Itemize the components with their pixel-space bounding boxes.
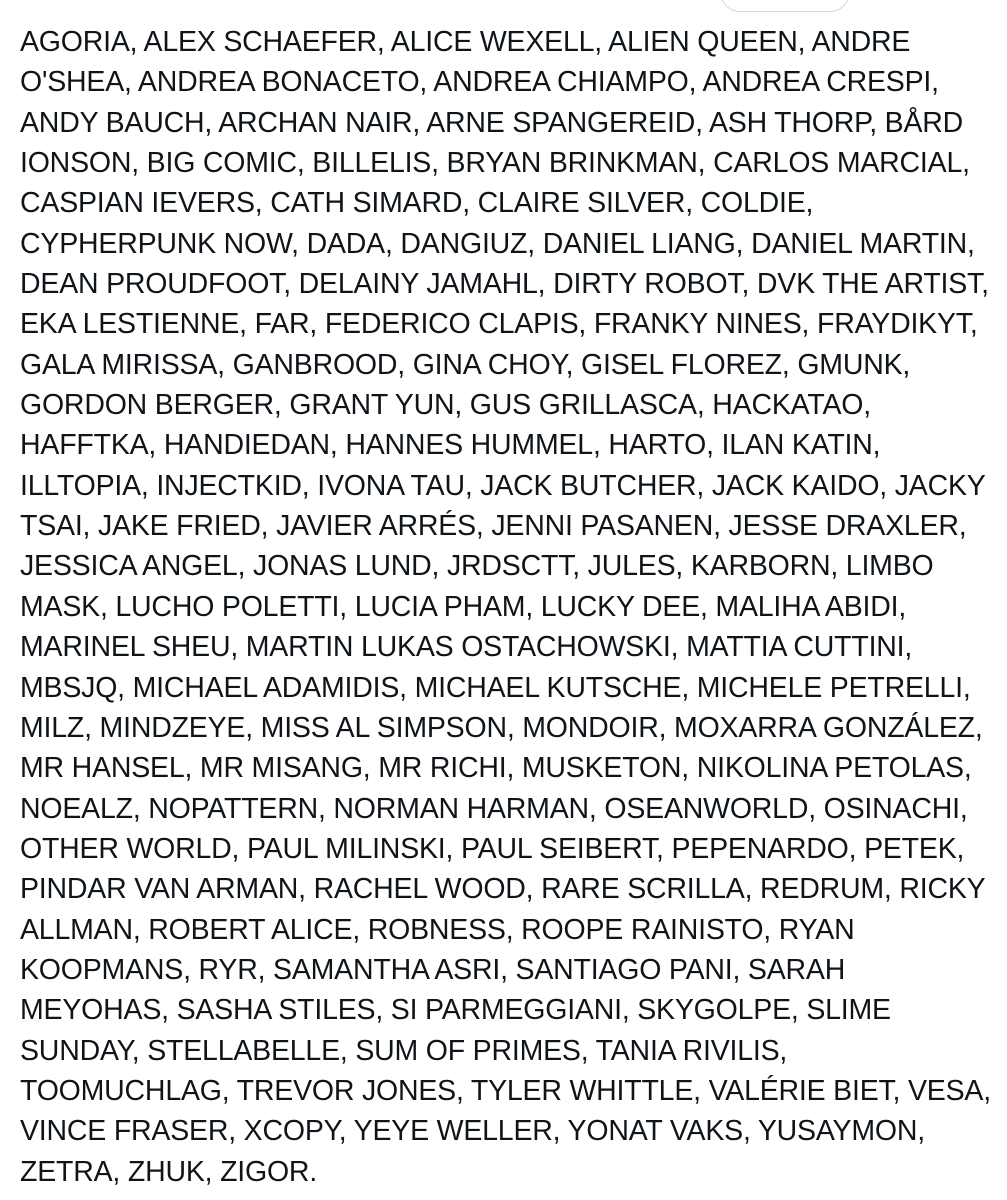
text-line: TSAI, JAKE FRIED, JAVIER ARRÉS, JENNI PASANEN, JESSE DRAXLER, xyxy=(20,510,967,543)
text-line: PINDAR VAN ARMAN, RACHEL WOOD, RARE SCRILLA, REDRUM, RICKY xyxy=(20,873,986,906)
text-line: MASK, LUCHO POLETTI, LUCIA PHAM, LUCKY DEE, MALIHA ABIDI, xyxy=(20,590,907,623)
text-line: MR HANSEL, MR MISANG, MR RICHI, MUSKETON, NIKOLINA PETOLAS, xyxy=(20,752,972,785)
text-line: ILLTOPIA, INJECTKID, IVONA TAU, JACK BUTCHER, JACK KAIDO, JACKY xyxy=(20,469,986,502)
text-line: CYPHERPUNK NOW, DADA, DANGIUZ, DANIEL LIANG, DANIEL MARTIN, xyxy=(20,227,975,260)
text-line: OTHER WORLD, PAUL MILINSKI, PAUL SEIBERT, PEPENARDO, PETEK, xyxy=(20,832,965,865)
artist-list-text xyxy=(20,22,990,1192)
text-line: EKA LESTIENNE, FAR, FEDERICO CLAPIS, FRANKY NINES, FRAYDIKYT, xyxy=(20,308,978,341)
text-line: MBSJQ, MICHAEL ADAMIDIS, MICHAEL KUTSCHE, MICHELE PETRELLI, xyxy=(20,671,971,704)
text-line: AGORIA, ALEX SCHAEFER, ALICE WEXELL, ALIEN QUEEN, ANDRE xyxy=(20,26,911,58)
text-line: ZETRA, ZHUK, ZIGOR. xyxy=(20,1155,318,1188)
text-line: GORDON BERGER, GRANT YUN, GUS GRILLASCA, HACKATAO, xyxy=(20,389,871,422)
text-line: VINCE FRASER, XCOPY, YEYE WELLER, YONAT VAKS, YUSAYMON, xyxy=(20,1115,925,1148)
text-line: NOEALZ, NOPATTERN, NORMAN HARMAN, OSEANWORLD, OSINACHI, xyxy=(20,792,968,825)
text-line: DEAN PROUDFOOT, DELAINY JAMAHL, DIRTY ROBOT, DVK THE ARTIST, xyxy=(20,268,989,301)
text-line: IONSON, BIG COMIC, BILLELIS, BRYAN BRINKMAN, CARLOS MARCIAL, xyxy=(20,147,970,180)
text-line: MARINEL SHEU, MARTIN LUKAS OSTACHOWSKI, MATTIA CUTTINI, xyxy=(20,631,913,664)
text-line: JESSICA ANGEL, JONAS LUND, JRDSCTT, JULES, KARBORN, LIMBO xyxy=(20,550,934,583)
text-line: TOOMUCHLAG, TREVOR JONES, TYLER WHITTLE, VALÉRIE BIET, VESA, xyxy=(20,1074,991,1107)
text-line: MILZ, MINDZEYE, MISS AL SIMPSON, MONDOIR, MOXARRA GONZÁLEZ, xyxy=(20,711,983,744)
text-line: GALA MIRISSA, GANBROOD, GINA CHOY, GISEL FLOREZ, GMUNK, xyxy=(20,348,911,381)
text-line: CASPIAN IEVERS, CATH SIMARD, CLAIRE SILVER, COLDIE, xyxy=(20,187,814,220)
top-button-fragment[interactable] xyxy=(720,0,850,12)
text-line: HAFFTKA, HANDIEDAN, HANNES HUMMEL, HARTO, ILAN KATIN, xyxy=(20,429,881,462)
text-line: SUNDAY, STELLABELLE, SUM OF PRIMES, TANIA RIVILIS, xyxy=(20,1034,788,1067)
text-line: O'SHEA, ANDREA BONACETO, ANDREA CHIAMPO, ANDREA CRESPI, xyxy=(20,66,939,99)
text-line: MEYOHAS, SASHA STILES, SI PARMEGGIANI, SKYGOLPE, SLIME xyxy=(20,994,891,1027)
text-line: ANDY BAUCH, ARCHAN NAIR, ARNE SPANGEREID, ASH THORP, BÅRD xyxy=(20,106,964,139)
text-line: ALLMAN, ROBERT ALICE, ROBNESS, ROOPE RAINISTO, RYAN xyxy=(20,913,855,946)
text-line: KOOPMANS, RYR, SAMANTHA ASRI, SANTIAGO PANI, SARAH xyxy=(20,953,846,986)
